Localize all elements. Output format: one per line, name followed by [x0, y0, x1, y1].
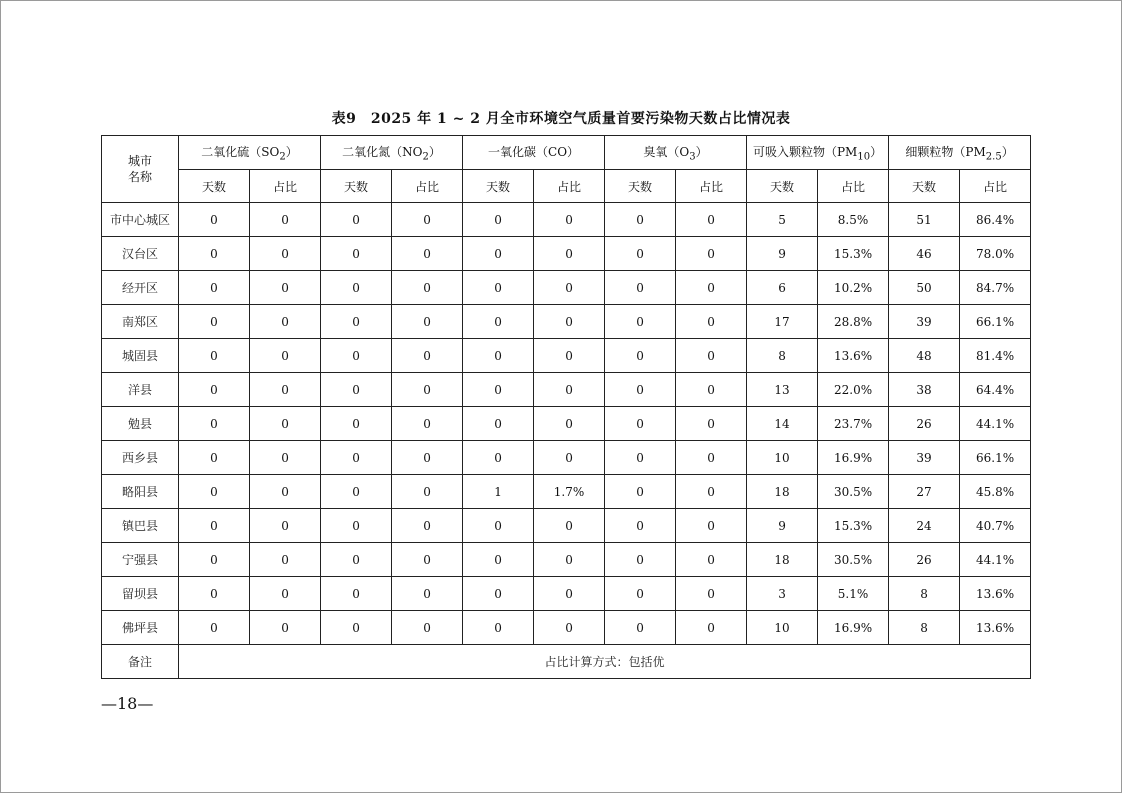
days-cell: 0 [463, 543, 534, 577]
city-name-cell: 镇巴县 [102, 509, 179, 543]
city-name-cell: 宁强县 [102, 543, 179, 577]
days-cell: 0 [179, 237, 250, 271]
days-cell: 0 [179, 407, 250, 441]
days-cell: 0 [321, 305, 392, 339]
days-cell: 0 [179, 475, 250, 509]
ratio-cell: 0 [392, 611, 463, 645]
ratio-cell: 0 [392, 475, 463, 509]
days-cell: 0 [605, 271, 676, 305]
days-cell: 0 [321, 203, 392, 237]
city-name-cell: 汉台区 [102, 237, 179, 271]
days-cell: 0 [179, 543, 250, 577]
days-cell: 14 [747, 407, 818, 441]
ratio-cell: 0 [392, 271, 463, 305]
ratio-cell: 0 [676, 543, 747, 577]
table-row [102, 373, 1031, 407]
days-cell: 10 [747, 611, 818, 645]
days-cell: 0 [179, 339, 250, 373]
days-cell: 0 [463, 611, 534, 645]
ratio-cell: 0 [676, 339, 747, 373]
ratio-cell: 0 [534, 543, 605, 577]
days-cell: 26 [889, 407, 960, 441]
ratio-cell: 0 [676, 271, 747, 305]
ratio-cell: 0 [250, 577, 321, 611]
table-row [102, 203, 1031, 237]
city-name-cell: 略阳县 [102, 475, 179, 509]
days-cell: 0 [179, 577, 250, 611]
days-cell: 0 [605, 237, 676, 271]
ratio-cell: 13.6% [818, 339, 889, 373]
days-cell: 0 [605, 441, 676, 475]
ratio-cell: 0 [676, 237, 747, 271]
ratio-cell: 0 [392, 373, 463, 407]
ratio-cell: 0 [250, 373, 321, 407]
ratio-cell: 0 [392, 509, 463, 543]
days-cell: 18 [747, 475, 818, 509]
ratio-cell: 0 [676, 373, 747, 407]
days-cell: 51 [889, 203, 960, 237]
ratio-cell: 0 [676, 203, 747, 237]
days-cell: 0 [463, 203, 534, 237]
ratio-cell: 0 [534, 305, 605, 339]
ratio-cell: 0 [392, 407, 463, 441]
ratio-cell: 0 [392, 577, 463, 611]
note-text: 占比计算方式：包括优 [179, 645, 1031, 679]
days-cell: 9 [747, 509, 818, 543]
ratio-cell: 81.4% [960, 339, 1031, 373]
days-cell: 27 [889, 475, 960, 509]
group-header-so2: 二氧化硫$(SO_2)$ [179, 136, 321, 170]
ratio-cell: 0 [534, 441, 605, 475]
city-name-cell: 西乡县 [102, 441, 179, 475]
days-cell: 6 [747, 271, 818, 305]
days-header: 天数 [889, 170, 960, 203]
ratio-cell: 0 [676, 475, 747, 509]
ratio-cell: 78.0% [960, 237, 1031, 271]
ratio-cell: 64.4% [960, 373, 1031, 407]
days-cell: 0 [605, 543, 676, 577]
ratio-cell: 44.1% [960, 407, 1031, 441]
days-cell: 0 [179, 373, 250, 407]
ratio-cell: 13.6% [960, 611, 1031, 645]
table-row [102, 407, 1031, 441]
days-cell: 48 [889, 339, 960, 373]
days-cell: 0 [321, 611, 392, 645]
table-row [102, 237, 1031, 271]
city-name-cell: 城固县 [102, 339, 179, 373]
ratio-cell: 0 [392, 543, 463, 577]
days-cell: 0 [605, 577, 676, 611]
city-column-header [102, 136, 179, 203]
ratio-cell: 30.5% [818, 475, 889, 509]
ratio-cell: 0 [676, 305, 747, 339]
days-cell: 10 [747, 441, 818, 475]
ratio-cell: 0 [250, 305, 321, 339]
days-cell: 0 [179, 271, 250, 305]
ratio-cell: 5.1% [818, 577, 889, 611]
ratio-cell: 22.0% [818, 373, 889, 407]
days-cell: 0 [463, 577, 534, 611]
ratio-header: 占比 [250, 170, 321, 203]
group-header-no2: 二氧化氮$(NO_2)$ [321, 136, 463, 170]
days-cell: 17 [747, 305, 818, 339]
ratio-cell: 40.7% [960, 509, 1031, 543]
table-title: 表9 2025 年 1 ~ 2 月全市环境空气质量首要污染物天数占比情况表 [331, 111, 791, 127]
group-header-o3: 臭氧$(O_3)$ [605, 136, 747, 170]
city-name-cell: 经开区 [102, 271, 179, 305]
group-header-co: 一氧化碳（CO） [463, 136, 605, 170]
table-row [102, 271, 1031, 305]
ratio-cell: 8.5% [818, 203, 889, 237]
days-header: 天数 [747, 170, 818, 203]
ratio-cell: 0 [250, 611, 321, 645]
ratio-cell: 0 [250, 441, 321, 475]
days-cell: 0 [179, 611, 250, 645]
note-label: 备注 [102, 645, 179, 679]
days-cell: 0 [321, 237, 392, 271]
days-cell: 3 [747, 577, 818, 611]
header-group-row [102, 136, 1031, 170]
days-cell: 0 [321, 271, 392, 305]
city-name-cell: 勉县 [102, 407, 179, 441]
days-cell: 18 [747, 543, 818, 577]
table-row [102, 543, 1031, 577]
days-cell: 0 [321, 543, 392, 577]
group-header-pm25: 细颗粒物$(PM_{2.5})$ [889, 136, 1031, 170]
ratio-header: 占比 [960, 170, 1031, 203]
ratio-cell: 1.7% [534, 475, 605, 509]
ratio-cell: 0 [534, 203, 605, 237]
ratio-cell: 0 [534, 373, 605, 407]
ratio-cell: 0 [534, 611, 605, 645]
city-name-cell: 佛坪县 [102, 611, 179, 645]
days-cell: 0 [463, 237, 534, 271]
ratio-cell: 86.4% [960, 203, 1031, 237]
ratio-cell: 0 [534, 509, 605, 543]
ratio-cell: 45.8% [960, 475, 1031, 509]
header-sub-row [102, 170, 1031, 203]
days-cell: 0 [463, 373, 534, 407]
days-cell: 0 [605, 203, 676, 237]
days-cell: 0 [179, 203, 250, 237]
ratio-cell: 0 [676, 441, 747, 475]
ratio-cell: 0 [392, 305, 463, 339]
ratio-cell: 0 [250, 203, 321, 237]
days-header: 天数 [179, 170, 250, 203]
pollutant-days-table [101, 135, 1031, 679]
days-cell: 24 [889, 509, 960, 543]
days-cell: 0 [321, 373, 392, 407]
ratio-cell: 0 [250, 509, 321, 543]
ratio-cell: 15.3% [818, 509, 889, 543]
table-row [102, 577, 1031, 611]
ratio-cell: 23.7% [818, 407, 889, 441]
days-cell: 13 [747, 373, 818, 407]
ratio-cell: 0 [250, 237, 321, 271]
table-row [102, 305, 1031, 339]
days-cell: 0 [605, 509, 676, 543]
table-row [102, 611, 1031, 645]
table-row [102, 441, 1031, 475]
days-cell: 0 [605, 407, 676, 441]
days-cell: 0 [321, 339, 392, 373]
days-header: 天数 [463, 170, 534, 203]
ratio-cell: 0 [534, 237, 605, 271]
ratio-cell: 0 [534, 339, 605, 373]
ratio-cell: 0 [250, 271, 321, 305]
ratio-cell: 30.5% [818, 543, 889, 577]
days-cell: 0 [605, 373, 676, 407]
ratio-cell: 66.1% [960, 441, 1031, 475]
days-cell: 0 [179, 509, 250, 543]
city-name-cell: 洋县 [102, 373, 179, 407]
days-cell: 0 [463, 271, 534, 305]
days-cell: 0 [463, 509, 534, 543]
ratio-cell: 0 [392, 237, 463, 271]
ratio-header: 占比 [676, 170, 747, 203]
ratio-cell: 84.7% [960, 271, 1031, 305]
ratio-cell: 0 [250, 407, 321, 441]
days-cell: 1 [463, 475, 534, 509]
days-cell: 0 [321, 577, 392, 611]
ratio-cell: 28.8% [818, 305, 889, 339]
days-cell: 8 [889, 577, 960, 611]
days-cell: 26 [889, 543, 960, 577]
days-cell: 0 [605, 475, 676, 509]
table-row [102, 475, 1031, 509]
days-cell: 0 [179, 441, 250, 475]
days-cell: 0 [463, 407, 534, 441]
group-header-pm10: 可吸入颗粒物$(PM_{10})$ [747, 136, 889, 170]
ratio-cell: 0 [392, 339, 463, 373]
days-cell: 8 [889, 611, 960, 645]
days-cell: 0 [605, 305, 676, 339]
days-header: 天数 [605, 170, 676, 203]
ratio-cell: 0 [676, 509, 747, 543]
note-row [102, 645, 1031, 679]
table-body [102, 203, 1031, 645]
ratio-cell: 16.9% [818, 441, 889, 475]
city-name-cell: 留坝县 [102, 577, 179, 611]
ratio-cell: 16.9% [818, 611, 889, 645]
table-row [102, 509, 1031, 543]
ratio-cell: 0 [392, 441, 463, 475]
days-cell: 9 [747, 237, 818, 271]
city-header-line1: 城市 [127, 154, 152, 168]
days-cell: 0 [463, 305, 534, 339]
ratio-cell: 15.3% [818, 237, 889, 271]
days-cell: 39 [889, 441, 960, 475]
days-cell: 0 [605, 339, 676, 373]
ratio-header: 占比 [534, 170, 605, 203]
days-cell: 50 [889, 271, 960, 305]
days-cell: 0 [605, 611, 676, 645]
page-number: —18— [101, 694, 154, 713]
ratio-cell: 0 [250, 475, 321, 509]
ratio-cell: 13.6% [960, 577, 1031, 611]
days-cell: 0 [321, 475, 392, 509]
ratio-cell: 0 [534, 271, 605, 305]
city-header-line2: 名称 [127, 170, 152, 184]
ratio-cell: 10.2% [818, 271, 889, 305]
days-cell: 8 [747, 339, 818, 373]
ratio-cell: 0 [250, 339, 321, 373]
ratio-cell: 0 [676, 611, 747, 645]
days-cell: 46 [889, 237, 960, 271]
ratio-cell: 0 [534, 577, 605, 611]
days-cell: 39 [889, 305, 960, 339]
days-cell: 0 [463, 339, 534, 373]
days-cell: 0 [179, 305, 250, 339]
ratio-cell: 0 [534, 407, 605, 441]
ratio-cell: 66.1% [960, 305, 1031, 339]
days-cell: 0 [321, 407, 392, 441]
city-name-cell: 市中心城区 [102, 203, 179, 237]
ratio-cell: 0 [676, 577, 747, 611]
days-cell: 38 [889, 373, 960, 407]
days-header: 天数 [321, 170, 392, 203]
days-cell: 0 [321, 441, 392, 475]
days-cell: 0 [463, 441, 534, 475]
city-name-cell: 南郑区 [102, 305, 179, 339]
table-row [102, 339, 1031, 373]
days-cell: 0 [321, 509, 392, 543]
ratio-header: 占比 [818, 170, 889, 203]
ratio-header: 占比 [392, 170, 463, 203]
ratio-cell: 0 [250, 543, 321, 577]
ratio-cell: 44.1% [960, 543, 1031, 577]
ratio-cell: 0 [676, 407, 747, 441]
days-cell: 5 [747, 203, 818, 237]
ratio-cell: 0 [392, 203, 463, 237]
